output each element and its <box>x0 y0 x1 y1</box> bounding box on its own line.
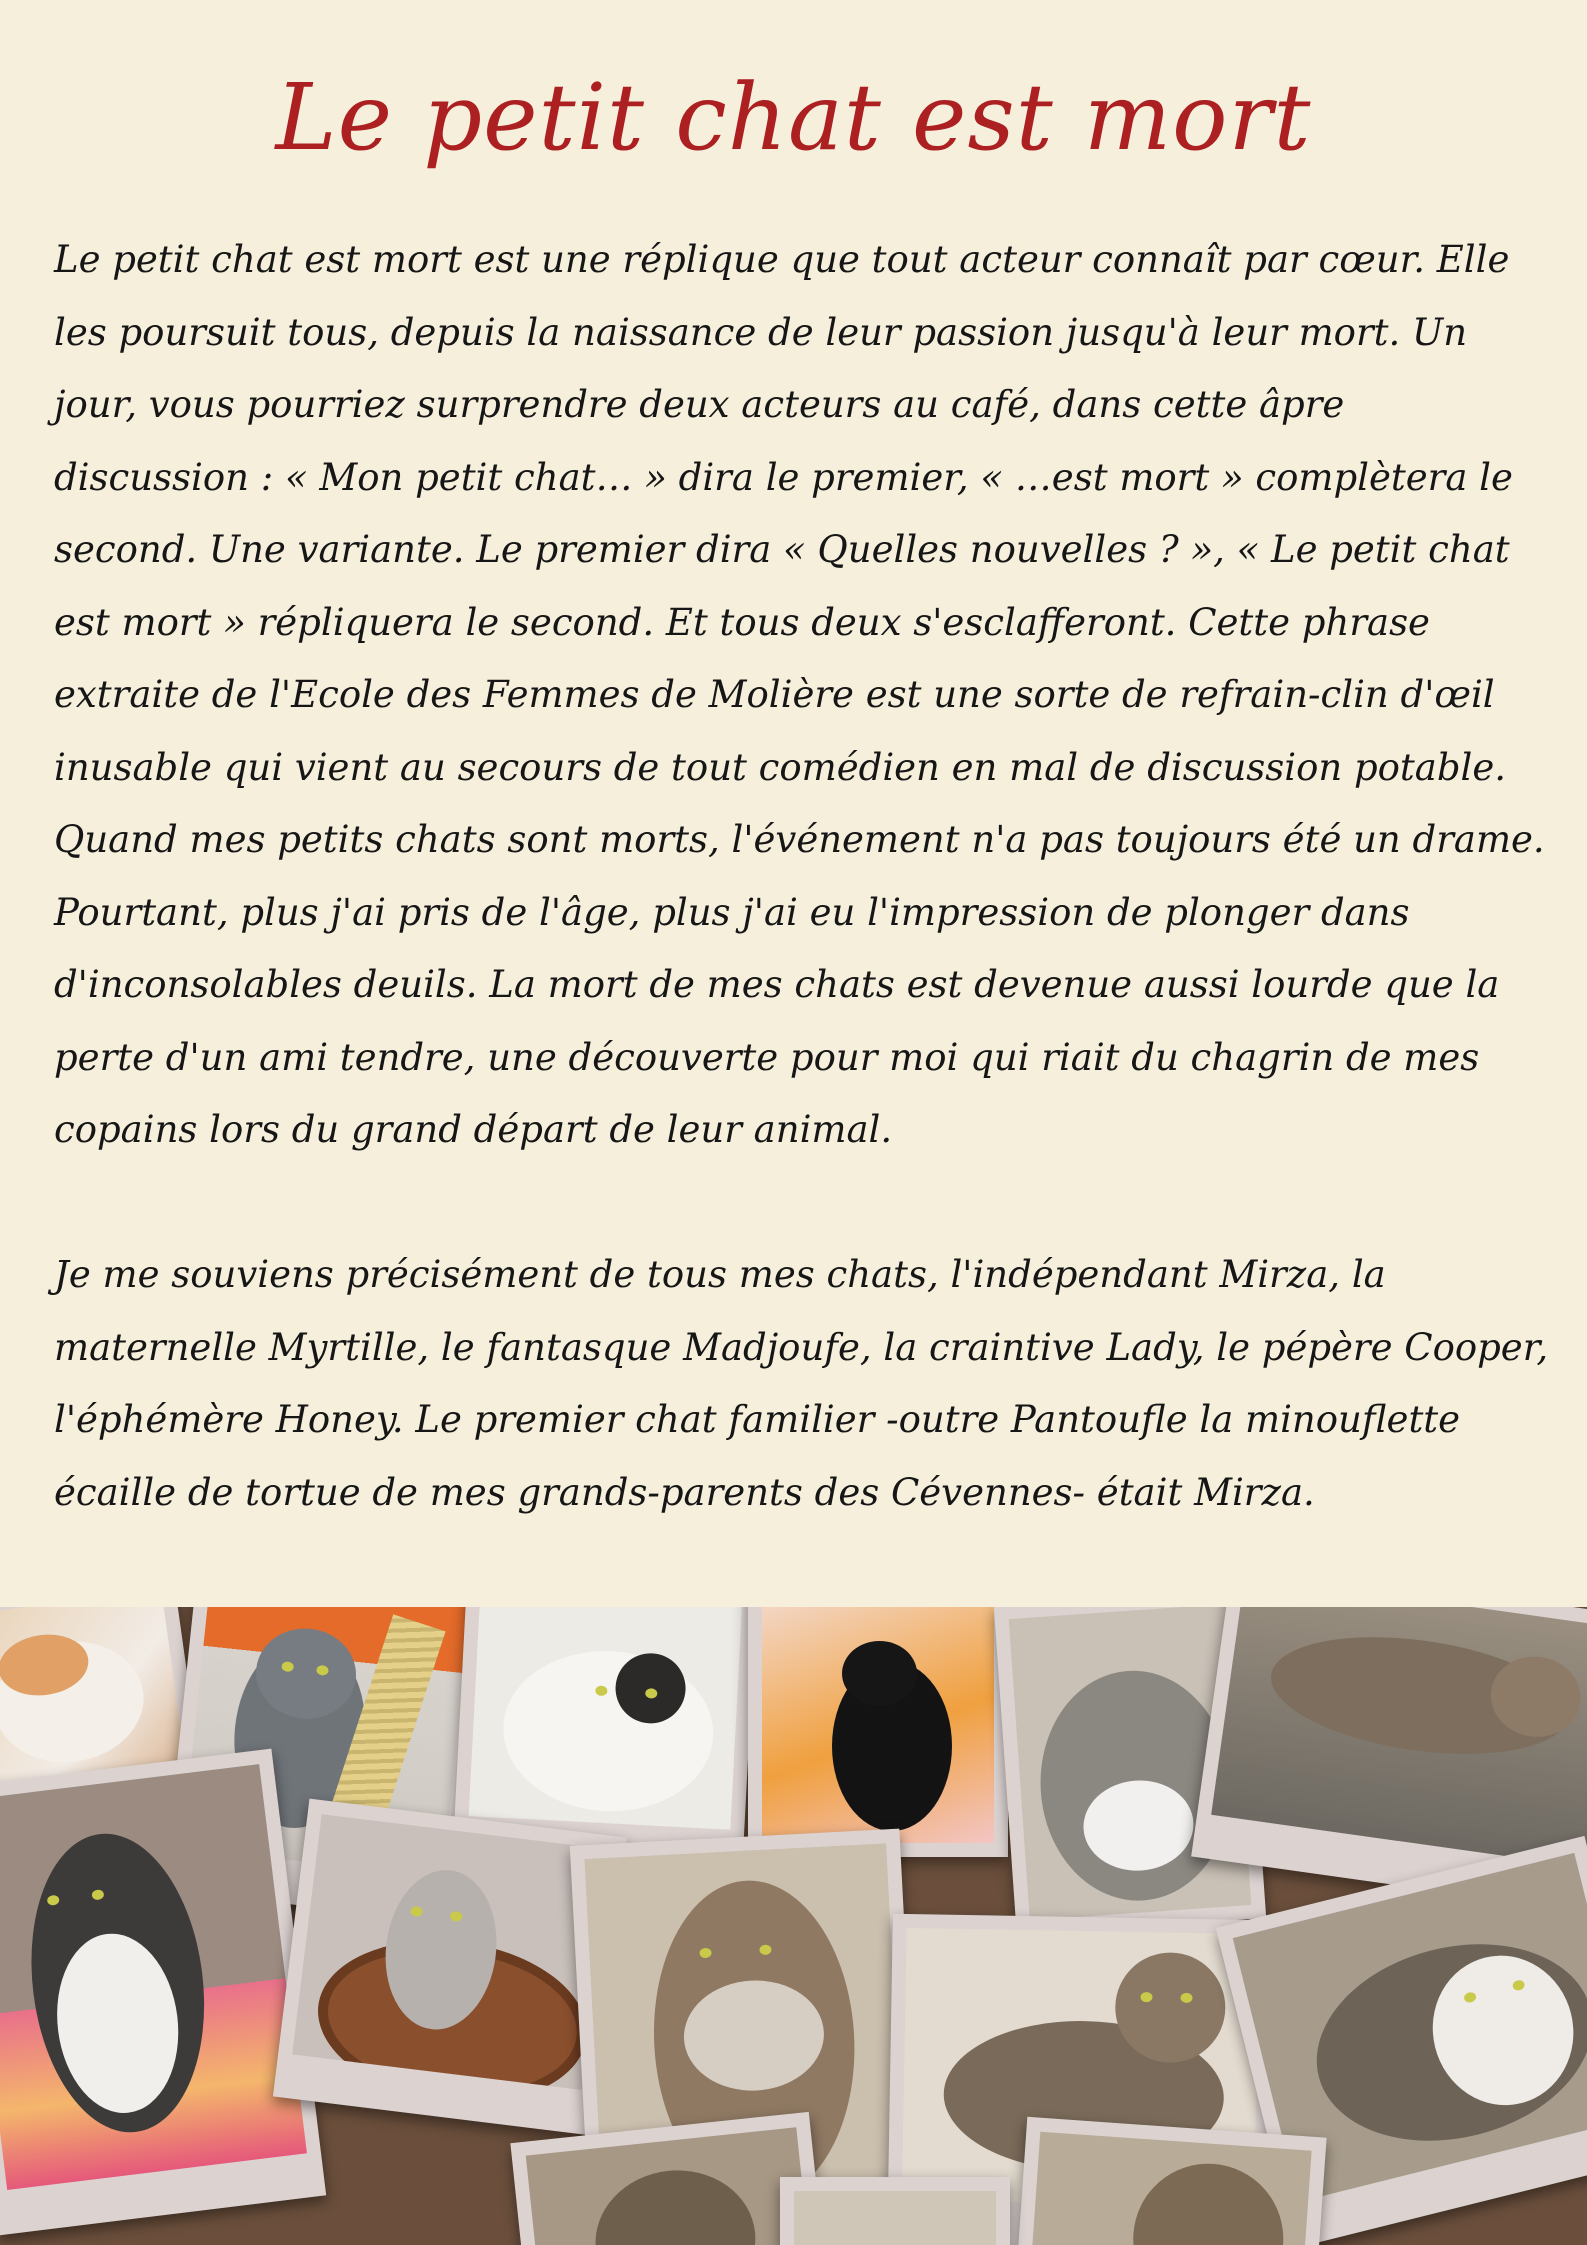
text-line: Le petit chat est mort est une réplique que tout acteur connaît par cœur. Elle <box>54 238 1510 281</box>
text-line: discussion : « Mon petit chat… » dira le premier, « …est mort » complètera le <box>54 455 1513 499</box>
text-line: d'inconsolables deuils. La mort de mes chats est devenue aussi lourde que la <box>54 963 1500 1006</box>
text-line: copains lors du grand départ de leur animal. <box>54 1108 893 1151</box>
article-text <box>54 224 1554 1529</box>
tabby-cat-bottom-photo <box>780 2177 1010 2245</box>
grey-white-cat-standing-photo <box>0 1749 326 2236</box>
cat-photo-collage <box>0 1607 1587 2245</box>
black-cat-photo <box>748 1607 1008 1857</box>
text-line: les poursuit tous, depuis la naissance de leur passion jusqu'à leur mort. Un <box>54 310 1468 354</box>
text-line: second. Une variante. Le premier dira « Quelles nouvelles ? », « Le petit chat <box>54 528 1510 571</box>
text-line: extraite de l'Ecole des Femmes de Molière est une sorte de refrain-clin d'œil <box>54 673 1495 716</box>
paragraph-gap <box>54 1167 1554 1240</box>
text-line: Je me souviens précisément de tous mes chats, l'indépendant Mirza, la <box>54 1253 1386 1296</box>
tabby-cat-bottom-photo <box>1013 2117 1326 2245</box>
text-line: jour, vous pourriez surprendre deux acteurs au café, dans cette âpre <box>54 383 1345 426</box>
text-line: Pourtant, plus j'ai pris de l'âge, plus j'ai eu l'impression de plonger dans <box>54 890 1410 934</box>
text-line: Quand mes petits chats sont morts, l'événement n'a pas toujours été un drame. <box>54 818 1545 861</box>
text-line: inusable qui vient au secours de tout comédien en mal de discussion potable. <box>54 745 1507 789</box>
text-line: maternelle Myrtille, le fantasque Madjoufe, la craintive Lady, le pépère Cooper, <box>54 1325 1549 1369</box>
text-line: écaille de tortue de mes grands-parents des Cévennes- était Mirza. <box>54 1470 1315 1514</box>
text-line: l'éphémère Honey. Le premier chat familier -outre Pantoufle la minouflette <box>54 1398 1461 1441</box>
text-line: perte d'un ami tendre, une découverte pour moi qui riait du chagrin de mes <box>54 1035 1480 1079</box>
page-title: Le petit chat est mort <box>275 64 1312 171</box>
text-line: est mort » répliquera le second. Et tous deux s'esclafferont. Cette phrase <box>54 600 1430 644</box>
